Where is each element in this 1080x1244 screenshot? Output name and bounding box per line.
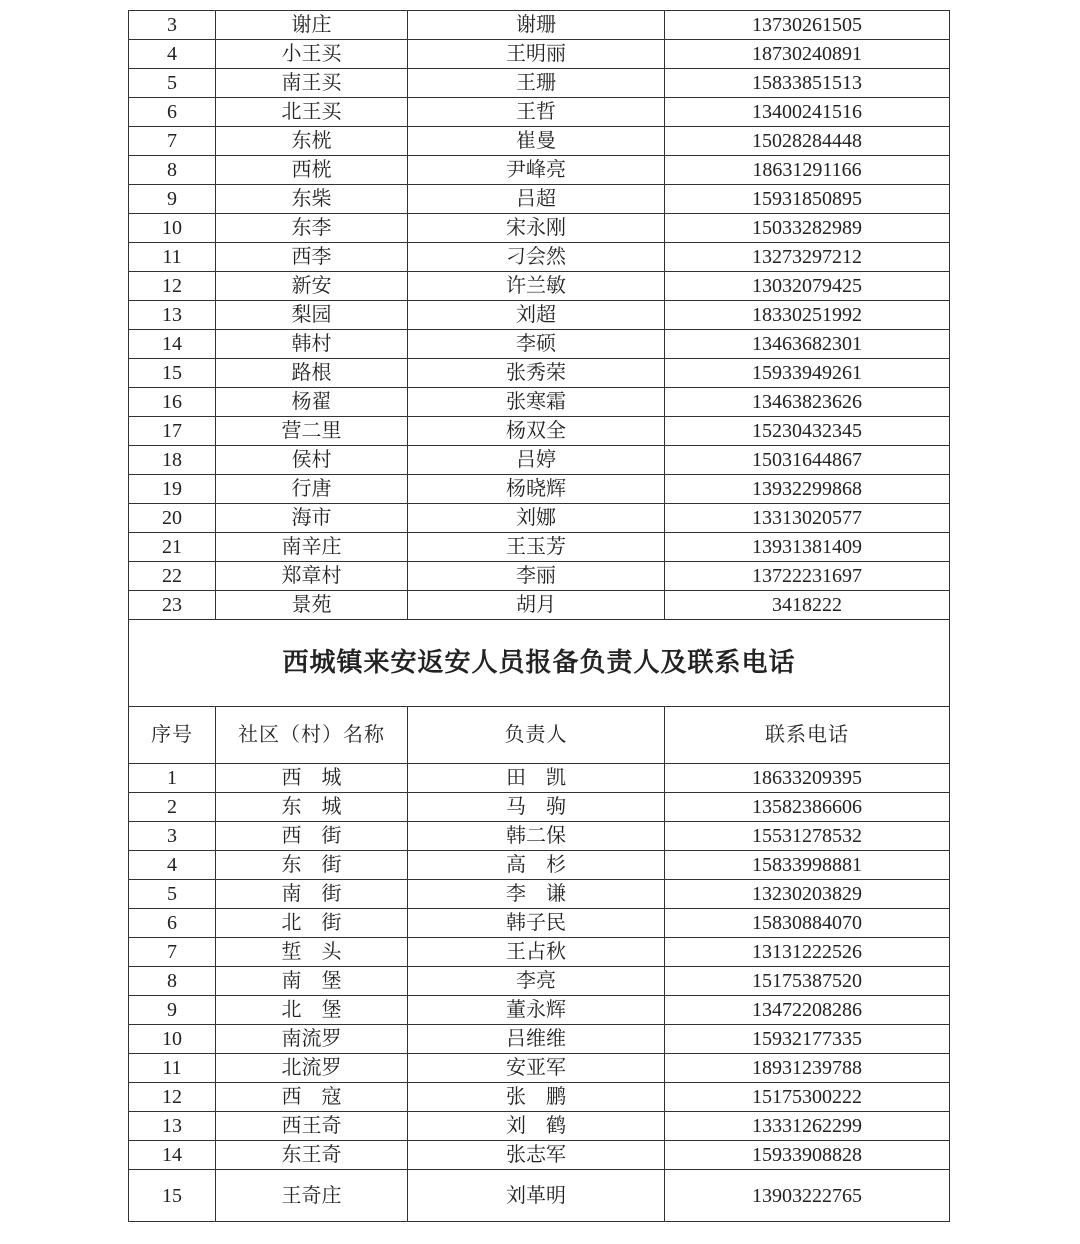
table-row: [129, 822, 950, 851]
phone-cell: 13472208286: [665, 996, 950, 1025]
person-cell: 王玉芳: [408, 533, 665, 562]
index-cell: 12: [129, 272, 216, 301]
person-cell: 刁会然: [408, 243, 665, 272]
phone-cell: 15230432345: [665, 417, 950, 446]
person-cell: 李亮: [408, 967, 665, 996]
index-cell: 3: [129, 11, 216, 40]
phone-cell: 18633209395: [665, 764, 950, 793]
community-cell: 西王奇: [216, 1112, 408, 1141]
index-cell: 7: [129, 938, 216, 967]
index-cell: 14: [129, 330, 216, 359]
index-cell: 15: [129, 359, 216, 388]
phone-cell: 15531278532: [665, 822, 950, 851]
table2-title-section: [129, 620, 950, 764]
phone-cell: 13903222765: [665, 1170, 950, 1222]
phone-cell: 15028284448: [665, 127, 950, 156]
table-row: [129, 475, 950, 504]
community-cell: 北王买: [216, 98, 408, 127]
community-cell: 郑章村: [216, 562, 408, 591]
table2-body: [129, 764, 950, 1222]
person-cell: 董永辉: [408, 996, 665, 1025]
community-cell: 北 堡: [216, 996, 408, 1025]
index-cell: 4: [129, 851, 216, 880]
phone-cell: 15033282989: [665, 214, 950, 243]
person-cell: 王珊: [408, 69, 665, 98]
header-person: 负责人: [408, 707, 665, 764]
phone-cell: 13931381409: [665, 533, 950, 562]
phone-cell: 13313020577: [665, 504, 950, 533]
person-cell: 张 鹏: [408, 1083, 665, 1112]
table-row: [129, 1112, 950, 1141]
index-cell: 11: [129, 243, 216, 272]
table-row: [129, 330, 950, 359]
community-cell: 南 街: [216, 880, 408, 909]
person-cell: 马 驹: [408, 793, 665, 822]
phone-cell: 13722231697: [665, 562, 950, 591]
index-cell: 9: [129, 996, 216, 1025]
table-row: [129, 185, 950, 214]
header-index: 序号: [129, 707, 216, 764]
table2-header-row: [129, 707, 950, 764]
index-cell: 10: [129, 1025, 216, 1054]
person-cell: 刘 鹤: [408, 1112, 665, 1141]
person-cell: 王占秋: [408, 938, 665, 967]
index-cell: 13: [129, 1112, 216, 1141]
index-cell: 14: [129, 1141, 216, 1170]
table-row: [129, 359, 950, 388]
community-cell: 西桄: [216, 156, 408, 185]
community-cell: 侯村: [216, 446, 408, 475]
phone-cell: 18730240891: [665, 40, 950, 69]
table-row: [129, 880, 950, 909]
person-cell: 张寒霜: [408, 388, 665, 417]
table-row: [129, 851, 950, 880]
contact-table: [128, 10, 950, 1222]
person-cell: 吕超: [408, 185, 665, 214]
index-cell: 9: [129, 185, 216, 214]
table-row: [129, 967, 950, 996]
table-row: [129, 1025, 950, 1054]
person-cell: 许兰敏: [408, 272, 665, 301]
community-cell: 景苑: [216, 591, 408, 620]
phone-cell: 13331262299: [665, 1112, 950, 1141]
index-cell: 3: [129, 822, 216, 851]
index-cell: 1: [129, 764, 216, 793]
index-cell: 8: [129, 967, 216, 996]
community-cell: 谢庄: [216, 11, 408, 40]
table-row: [129, 98, 950, 127]
person-cell: 李硕: [408, 330, 665, 359]
index-cell: 19: [129, 475, 216, 504]
table-row: [129, 909, 950, 938]
index-cell: 5: [129, 880, 216, 909]
phone-cell: 15833851513: [665, 69, 950, 98]
person-cell: 张志军: [408, 1141, 665, 1170]
community-cell: 海市: [216, 504, 408, 533]
table-row: [129, 243, 950, 272]
index-cell: 18: [129, 446, 216, 475]
index-cell: 5: [129, 69, 216, 98]
table-row: [129, 417, 950, 446]
phone-cell: 13463823626: [665, 388, 950, 417]
index-cell: 4: [129, 40, 216, 69]
person-cell: 谢珊: [408, 11, 665, 40]
phone-cell: 13273297212: [665, 243, 950, 272]
person-cell: 王明丽: [408, 40, 665, 69]
community-cell: 东李: [216, 214, 408, 243]
table-row: [129, 40, 950, 69]
community-cell: 东柴: [216, 185, 408, 214]
community-cell: 西 寇: [216, 1083, 408, 1112]
phone-cell: 13730261505: [665, 11, 950, 40]
table-row: [129, 127, 950, 156]
person-cell: 刘娜: [408, 504, 665, 533]
person-cell: 杨晓辉: [408, 475, 665, 504]
phone-cell: 15031644867: [665, 446, 950, 475]
table-row: [129, 504, 950, 533]
phone-cell: 13582386606: [665, 793, 950, 822]
table-row: [129, 1054, 950, 1083]
phone-cell: 15833998881: [665, 851, 950, 880]
table-row: [129, 1170, 950, 1222]
community-cell: 东桄: [216, 127, 408, 156]
community-cell: 南王买: [216, 69, 408, 98]
community-cell: 西李: [216, 243, 408, 272]
index-cell: 10: [129, 214, 216, 243]
person-cell: 刘超: [408, 301, 665, 330]
index-cell: 16: [129, 388, 216, 417]
phone-cell: 15931850895: [665, 185, 950, 214]
table-row: [129, 214, 950, 243]
community-cell: 梨园: [216, 301, 408, 330]
community-cell: 西 街: [216, 822, 408, 851]
community-cell: 北流罗: [216, 1054, 408, 1083]
person-cell: 韩二保: [408, 822, 665, 851]
phone-cell: 18330251992: [665, 301, 950, 330]
index-cell: 12: [129, 1083, 216, 1112]
table-row: [129, 446, 950, 475]
person-cell: 刘革明: [408, 1170, 665, 1222]
phone-cell: 13032079425: [665, 272, 950, 301]
header-phone: 联系电话: [665, 707, 950, 764]
community-cell: 韩村: [216, 330, 408, 359]
person-cell: 田 凯: [408, 764, 665, 793]
table-row: [129, 591, 950, 620]
phone-cell: 3418222: [665, 591, 950, 620]
index-cell: 23: [129, 591, 216, 620]
phone-cell: 15932177335: [665, 1025, 950, 1054]
person-cell: 王哲: [408, 98, 665, 127]
index-cell: 8: [129, 156, 216, 185]
community-cell: 行唐: [216, 475, 408, 504]
table-row: [129, 1083, 950, 1112]
table-row: [129, 388, 950, 417]
community-cell: 东王奇: [216, 1141, 408, 1170]
person-cell: 韩子民: [408, 909, 665, 938]
table-row: [129, 562, 950, 591]
phone-cell: 15933908828: [665, 1141, 950, 1170]
person-cell: 安亚军: [408, 1054, 665, 1083]
community-cell: 南辛庄: [216, 533, 408, 562]
index-cell: 6: [129, 909, 216, 938]
community-cell: 北 街: [216, 909, 408, 938]
person-cell: 李 谦: [408, 880, 665, 909]
phone-cell: 15175387520: [665, 967, 950, 996]
index-cell: 11: [129, 1054, 216, 1083]
phone-cell: 13932299868: [665, 475, 950, 504]
index-cell: 13: [129, 301, 216, 330]
table-row: [129, 533, 950, 562]
index-cell: 21: [129, 533, 216, 562]
community-cell: 杨翟: [216, 388, 408, 417]
phone-cell: 13131222526: [665, 938, 950, 967]
phone-cell: 13400241516: [665, 98, 950, 127]
phone-cell: 13463682301: [665, 330, 950, 359]
table-row: [129, 1141, 950, 1170]
community-cell: 路根: [216, 359, 408, 388]
phone-cell: 15933949261: [665, 359, 950, 388]
table-row: [129, 156, 950, 185]
person-cell: 吕维维: [408, 1025, 665, 1054]
person-cell: 李丽: [408, 562, 665, 591]
index-cell: 22: [129, 562, 216, 591]
table-row: [129, 69, 950, 98]
person-cell: 尹峰亮: [408, 156, 665, 185]
header-community: 社区（村）名称: [216, 707, 408, 764]
index-cell: 6: [129, 98, 216, 127]
table-row: [129, 938, 950, 967]
community-cell: 南流罗: [216, 1025, 408, 1054]
person-cell: 胡月: [408, 591, 665, 620]
table-row: [129, 301, 950, 330]
table2-title: 西城镇来安返安人员报备负责人及联系电话: [129, 620, 950, 707]
phone-cell: 13230203829: [665, 880, 950, 909]
community-cell: 西 城: [216, 764, 408, 793]
community-cell: 新安: [216, 272, 408, 301]
community-cell: 王奇庄: [216, 1170, 408, 1222]
phone-cell: 15830884070: [665, 909, 950, 938]
table-row: [129, 996, 950, 1025]
person-cell: 张秀荣: [408, 359, 665, 388]
table1-body: [129, 11, 950, 620]
community-cell: 营二里: [216, 417, 408, 446]
index-cell: 7: [129, 127, 216, 156]
community-cell: 埑 头: [216, 938, 408, 967]
phone-cell: 15175300222: [665, 1083, 950, 1112]
person-cell: 吕婷: [408, 446, 665, 475]
person-cell: 崔曼: [408, 127, 665, 156]
community-cell: 南 堡: [216, 967, 408, 996]
table-row: [129, 764, 950, 793]
index-cell: 2: [129, 793, 216, 822]
table-row: [129, 793, 950, 822]
phone-cell: 18931239788: [665, 1054, 950, 1083]
community-cell: 小王买: [216, 40, 408, 69]
person-cell: 高 杉: [408, 851, 665, 880]
index-cell: 15: [129, 1170, 216, 1222]
community-cell: 东 城: [216, 793, 408, 822]
person-cell: 杨双全: [408, 417, 665, 446]
person-cell: 宋永刚: [408, 214, 665, 243]
community-cell: 东 街: [216, 851, 408, 880]
table-row: [129, 272, 950, 301]
index-cell: 17: [129, 417, 216, 446]
table-row: [129, 11, 950, 40]
index-cell: 20: [129, 504, 216, 533]
phone-cell: 18631291166: [665, 156, 950, 185]
